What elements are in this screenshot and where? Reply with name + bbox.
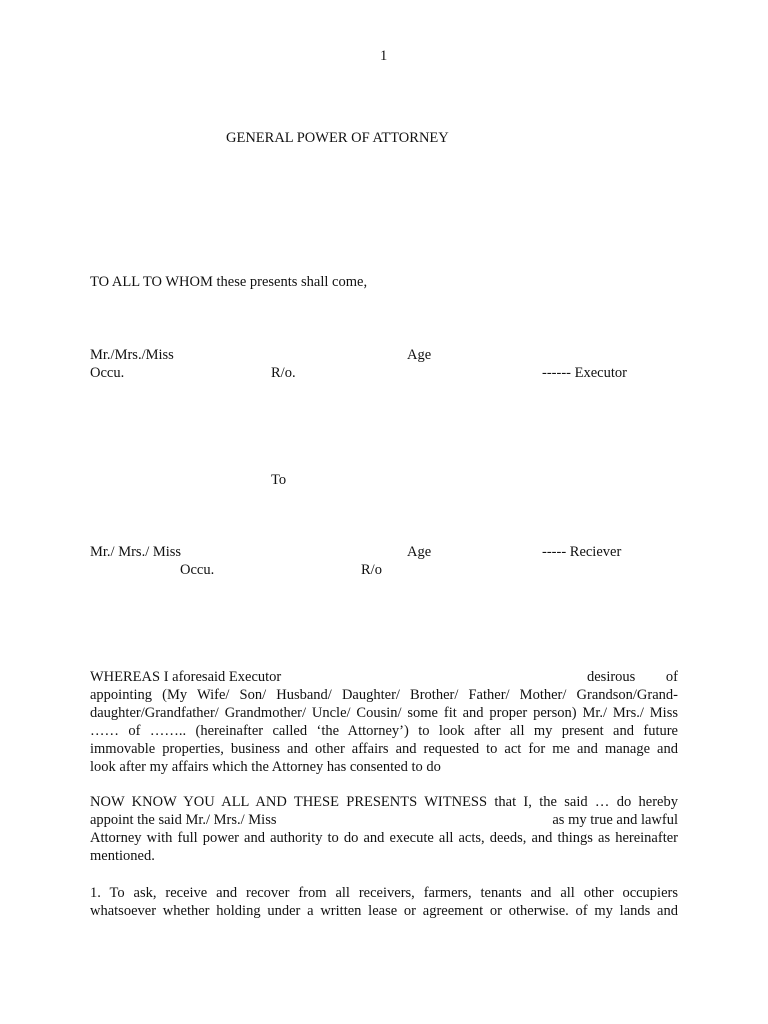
witness-paragraph [90, 793, 678, 865]
whereas-line-1-start: WHEREAS I aforesaid Executor [90, 669, 282, 685]
whereas-line-6: look after my affairs which the Attorney has consented to do [90, 759, 441, 775]
receiver-occupation-label: Occu. [180, 562, 215, 578]
witness-line-4: mentioned. [90, 848, 155, 864]
receiver-residence-label: R/o [361, 562, 382, 578]
executor-occupation-label: Occu. [90, 365, 125, 381]
receiver-role-label: ----- Reciever [542, 544, 622, 560]
clause-1-line-2: whatsoever whether holding under a written lease or agreement or otherwise. of my lands and [90, 903, 678, 919]
salutation: TO ALL TO WHOM these presents shall come, [90, 274, 368, 290]
whereas-line-1 [90, 668, 678, 686]
whereas-line-1-desirous: desirous [587, 669, 636, 685]
witness-line-2 [90, 811, 678, 829]
receiver-name-label: Mr./ Mrs./ Miss [90, 544, 182, 560]
witness-line-1: NOW KNOW YOU ALL AND THESE PRESENTS WITNESS that I, the said … do hereby [90, 794, 678, 810]
whereas-line-5: immovable properties, business and other affairs and requested to act for me and manage and [90, 741, 678, 757]
document-title: GENERAL POWER OF ATTORNEY [226, 130, 449, 146]
receiver-age-label: Age [407, 544, 432, 560]
executor-residence-label: R/o. [271, 365, 296, 381]
page-number: 1 [380, 48, 388, 64]
witness-line-2-end: as my true and lawful [552, 812, 678, 828]
to-label: To [271, 472, 287, 488]
clause-1-paragraph [90, 884, 678, 920]
executor-role-label: ------ Executor [542, 365, 627, 381]
witness-line-3: Attorney with full power and authority to do and execute all acts, deeds, and things as hereinafter [90, 830, 678, 846]
whereas-line-3: daughter/Grandfather/ Grandmother/ Uncle/ Cousin/ some fit and proper person) Mr./ Mrs./ Miss [90, 705, 678, 721]
whereas-line-4: …… of …….. (hereinafter called ‘the Attorney’) to look after all my present and future [90, 723, 678, 739]
executor-age-label: Age [407, 347, 432, 363]
executor-name-label: Mr./Mrs./Miss [90, 347, 174, 363]
whereas-line-1-of: of [665, 669, 678, 685]
clause-1-line-1: 1. To ask, receive and recover from all receivers, farmers, tenants and all other occupiers [90, 885, 678, 901]
whereas-line-2: appointing (My Wife/ Son/ Husband/ Daughter/ Brother/ Father/ Mother/ Grandson/Grand- [90, 687, 678, 703]
whereas-paragraph [90, 668, 678, 776]
witness-line-2-start: appoint the said Mr./ Mrs./ Miss [90, 812, 277, 828]
